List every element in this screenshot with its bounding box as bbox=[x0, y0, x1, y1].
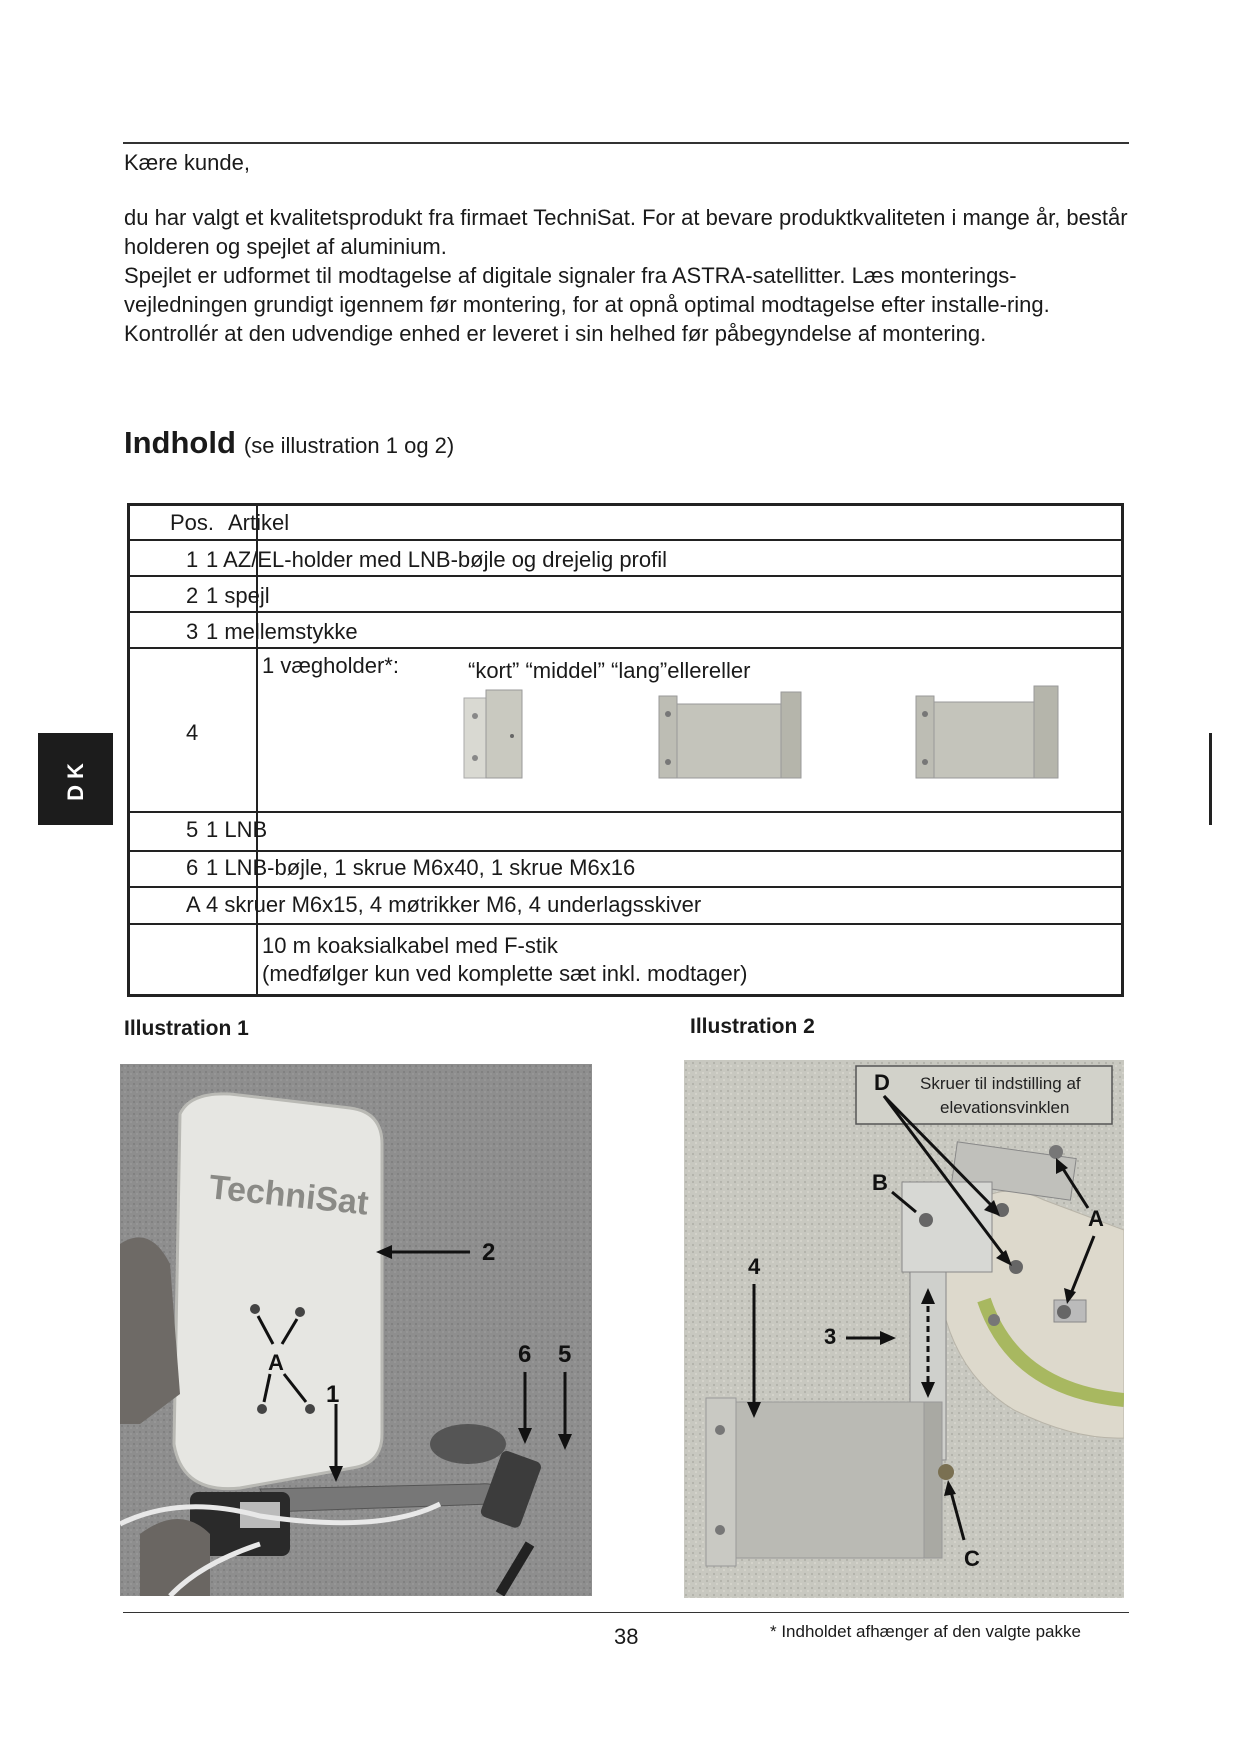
callout-1: 1 bbox=[326, 1381, 340, 1408]
row-4-variants: “kort” “middel” “lang”ellereller bbox=[468, 658, 751, 683]
row-2-pos: 2 bbox=[186, 583, 199, 608]
callout-b: B bbox=[872, 1170, 888, 1195]
callout-5: 5 bbox=[558, 1341, 572, 1368]
wall-holder-long-image bbox=[912, 682, 1062, 786]
row-5-article: 1 LNB bbox=[206, 817, 268, 842]
wall-holder-medium-image bbox=[655, 686, 805, 786]
row-5-pos: 5 bbox=[186, 817, 199, 842]
column-divider bbox=[256, 506, 258, 994]
row-divider bbox=[130, 575, 1121, 577]
row-divider bbox=[130, 886, 1121, 888]
header-pos: Pos. bbox=[170, 510, 215, 535]
row-cable-article-line1: 10 m koaksialkabel med F-stik bbox=[262, 933, 558, 958]
intro-paragraph-2: Spejlet er udformet til modtagelse af digitale signaler fra ASTRA-satellitter. Læs monterings-vejledningen grundigt igennem før montering, for at opnå optimal modtagelse efter installe-ring. bbox=[124, 263, 1050, 317]
language-tab-label: DK bbox=[62, 757, 88, 801]
illustration-1-label: Illustration 1 bbox=[124, 1017, 249, 1040]
row-cable-article-line2: (medfølger kun ved komplette sæt inkl. modtager) bbox=[262, 961, 748, 986]
wall-holder-short-image bbox=[460, 686, 530, 786]
header-rule bbox=[123, 142, 1129, 144]
contents-title: Indhold bbox=[124, 425, 236, 460]
row-a-article: 4 skruer M6x15, 4 møtrikker M6, 4 underlagsskiver bbox=[206, 892, 702, 917]
row-divider bbox=[130, 850, 1121, 852]
legend-key-d: D bbox=[874, 1070, 890, 1095]
intro-text bbox=[124, 203, 1134, 348]
legend-line-2: elevationsvinklen bbox=[940, 1098, 1070, 1117]
callout-6: 6 bbox=[518, 1341, 532, 1368]
row-6-article: 1 LNB-bøjle, 1 skrue M6x40, 1 skrue M6x16 bbox=[206, 855, 636, 880]
language-tab bbox=[38, 733, 113, 825]
legend-line-1: Skruer til indstilling af bbox=[920, 1074, 1081, 1093]
side-marker bbox=[1209, 733, 1212, 825]
footer-rule bbox=[123, 1612, 1129, 1613]
row-6-pos: 6 bbox=[186, 855, 199, 880]
row-3-article: 1 mellemstykke bbox=[206, 619, 358, 644]
callout-a2: A bbox=[1088, 1206, 1104, 1231]
row-divider bbox=[130, 923, 1121, 925]
technisat-logo: TechniSat bbox=[207, 1168, 371, 1223]
contents-subtitle: (se illustration 1 og 2) bbox=[243, 433, 455, 458]
intro-paragraph-1: du har valgt et kvalitetsprodukt fra firmaet TechniSat. For at bevare produktkvaliteten i mange år, består holderen og spejlet af aluminium. bbox=[124, 205, 1128, 259]
row-2-article: 1 spejl bbox=[206, 583, 270, 608]
callout-3: 3 bbox=[824, 1324, 837, 1349]
row-1-article: 1 AZ/EL-holder med LNB-bøjle og drejelig profil bbox=[206, 547, 668, 572]
contents-table bbox=[127, 503, 1124, 997]
callout-a: A bbox=[268, 1350, 284, 1375]
footer-note: * Indholdet afhænger af den valgte pakke bbox=[770, 1622, 1081, 1641]
header-article: Artikel bbox=[228, 510, 290, 535]
row-divider bbox=[130, 647, 1121, 649]
contents-heading bbox=[124, 425, 454, 461]
illustration-2-label: Illustration 2 bbox=[690, 1015, 815, 1038]
row-divider bbox=[130, 539, 1121, 541]
row-divider bbox=[130, 611, 1121, 613]
row-4-pos: 4 bbox=[186, 720, 199, 745]
callout-c: C bbox=[964, 1546, 980, 1571]
callout-4: 4 bbox=[748, 1254, 761, 1279]
page-number: 38 bbox=[614, 1624, 639, 1649]
row-a-pos: A bbox=[186, 892, 201, 917]
intro-paragraph-3: Kontrollér at den udvendige enhed er leveret i sin helhed før påbegyndelse af montering. bbox=[124, 321, 987, 346]
callout-2: 2 bbox=[482, 1239, 496, 1266]
greeting: Kære kunde, bbox=[124, 150, 250, 175]
illustration-1-photo bbox=[120, 1064, 592, 1596]
row-divider bbox=[130, 811, 1121, 813]
row-3-pos: 3 bbox=[186, 619, 199, 644]
row-4-article: 1 vægholder*: bbox=[262, 653, 399, 678]
illustration-2-photo bbox=[684, 1060, 1124, 1598]
row-1-pos: 1 bbox=[186, 547, 199, 572]
